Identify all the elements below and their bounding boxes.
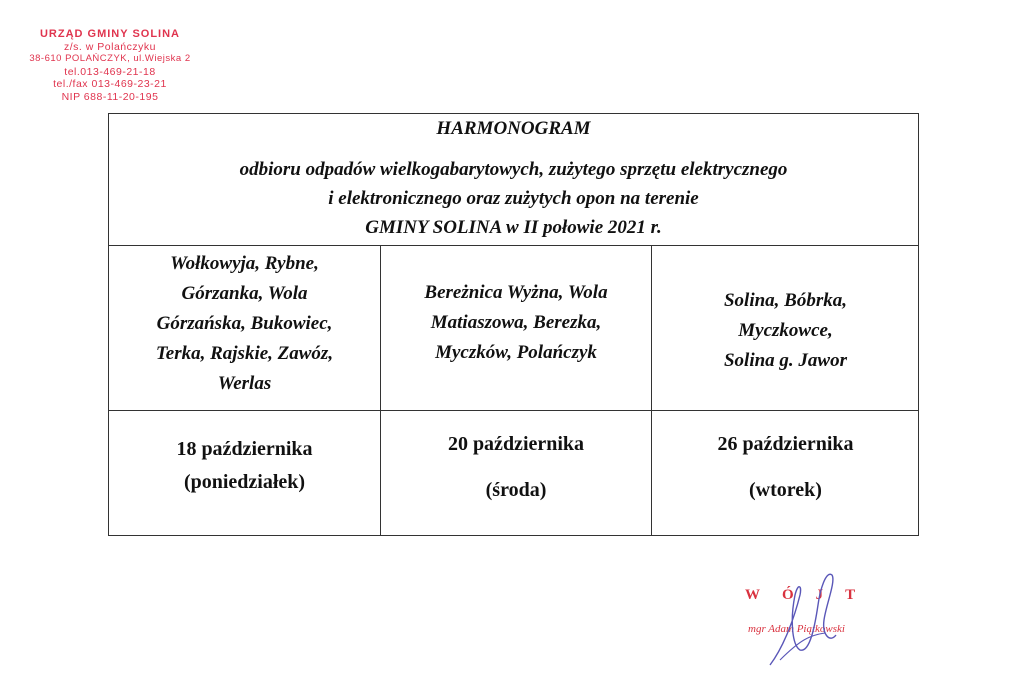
header-subtitle-line: i elektronicznego oraz zużytych opon na terenie bbox=[328, 188, 699, 209]
stamp-line: NIP 688-11-20-195 bbox=[61, 90, 159, 103]
table-header bbox=[109, 114, 918, 246]
signature-role: WÓJT bbox=[745, 587, 878, 603]
villages-cell-1 bbox=[109, 245, 380, 410]
village-line: Solina g. Jawor bbox=[723, 350, 847, 371]
handwritten-signature bbox=[740, 565, 910, 675]
villages-cell-2 bbox=[380, 245, 651, 410]
office-stamp bbox=[20, 28, 200, 103]
collection-date: 20 października bbox=[447, 433, 585, 455]
stamp-line: URZĄD GMINY SOLINA bbox=[39, 28, 181, 40]
header-subtitle-line: GMINY SOLINA w II połowie 2021 r. bbox=[365, 217, 662, 238]
village-line: Wołkowyja, Rybne, bbox=[170, 253, 319, 274]
stamp-line: tel.013-469-21-18 bbox=[64, 65, 156, 78]
village-line: Górzanka, Wola bbox=[181, 283, 308, 304]
village-line: Górzańska, Bukowiec, bbox=[156, 313, 333, 334]
collection-date: 18 października bbox=[176, 438, 313, 460]
village-line: Werlas bbox=[217, 373, 272, 394]
date-cell-2 bbox=[380, 410, 651, 535]
header-subtitle-line: odbioru odpadów wielkogabarytowych, zużytego sprzętu elektrycznego bbox=[239, 159, 788, 180]
collection-date: 26 października bbox=[717, 433, 854, 455]
date-cell-1 bbox=[109, 410, 380, 535]
stamp-line: z/s. w Polańczyku bbox=[64, 40, 156, 53]
village-line: Matiaszowa, Berezka, bbox=[430, 312, 602, 333]
schedule-table bbox=[108, 113, 919, 536]
signature-block bbox=[740, 565, 910, 675]
village-line: Myczków, Polańczyk bbox=[435, 342, 597, 363]
village-line: Solina, Bóbrka, bbox=[723, 290, 847, 311]
stamp-line: tel./fax 013-469-23-21 bbox=[53, 78, 167, 90]
stamp-line: 38-610 POLAŃCZYK, ul.Wiejska 2 bbox=[29, 53, 191, 64]
document-title: HARMONOGRAM bbox=[436, 118, 591, 139]
village-line: Bereżnica Wyżna, Wola bbox=[424, 282, 608, 303]
collection-weekday: (wtorek) bbox=[749, 479, 822, 501]
village-line: Myczkowce, bbox=[738, 320, 833, 341]
collection-weekday: (środa) bbox=[485, 479, 547, 501]
village-line: Terka, Rajskie, Zawóz, bbox=[155, 343, 334, 364]
collection-weekday: (poniedziałek) bbox=[183, 471, 306, 493]
villages-cell-3 bbox=[651, 245, 919, 410]
date-cell-3 bbox=[651, 410, 919, 535]
signature-name: mgr Adam Piątkowski bbox=[748, 623, 845, 635]
